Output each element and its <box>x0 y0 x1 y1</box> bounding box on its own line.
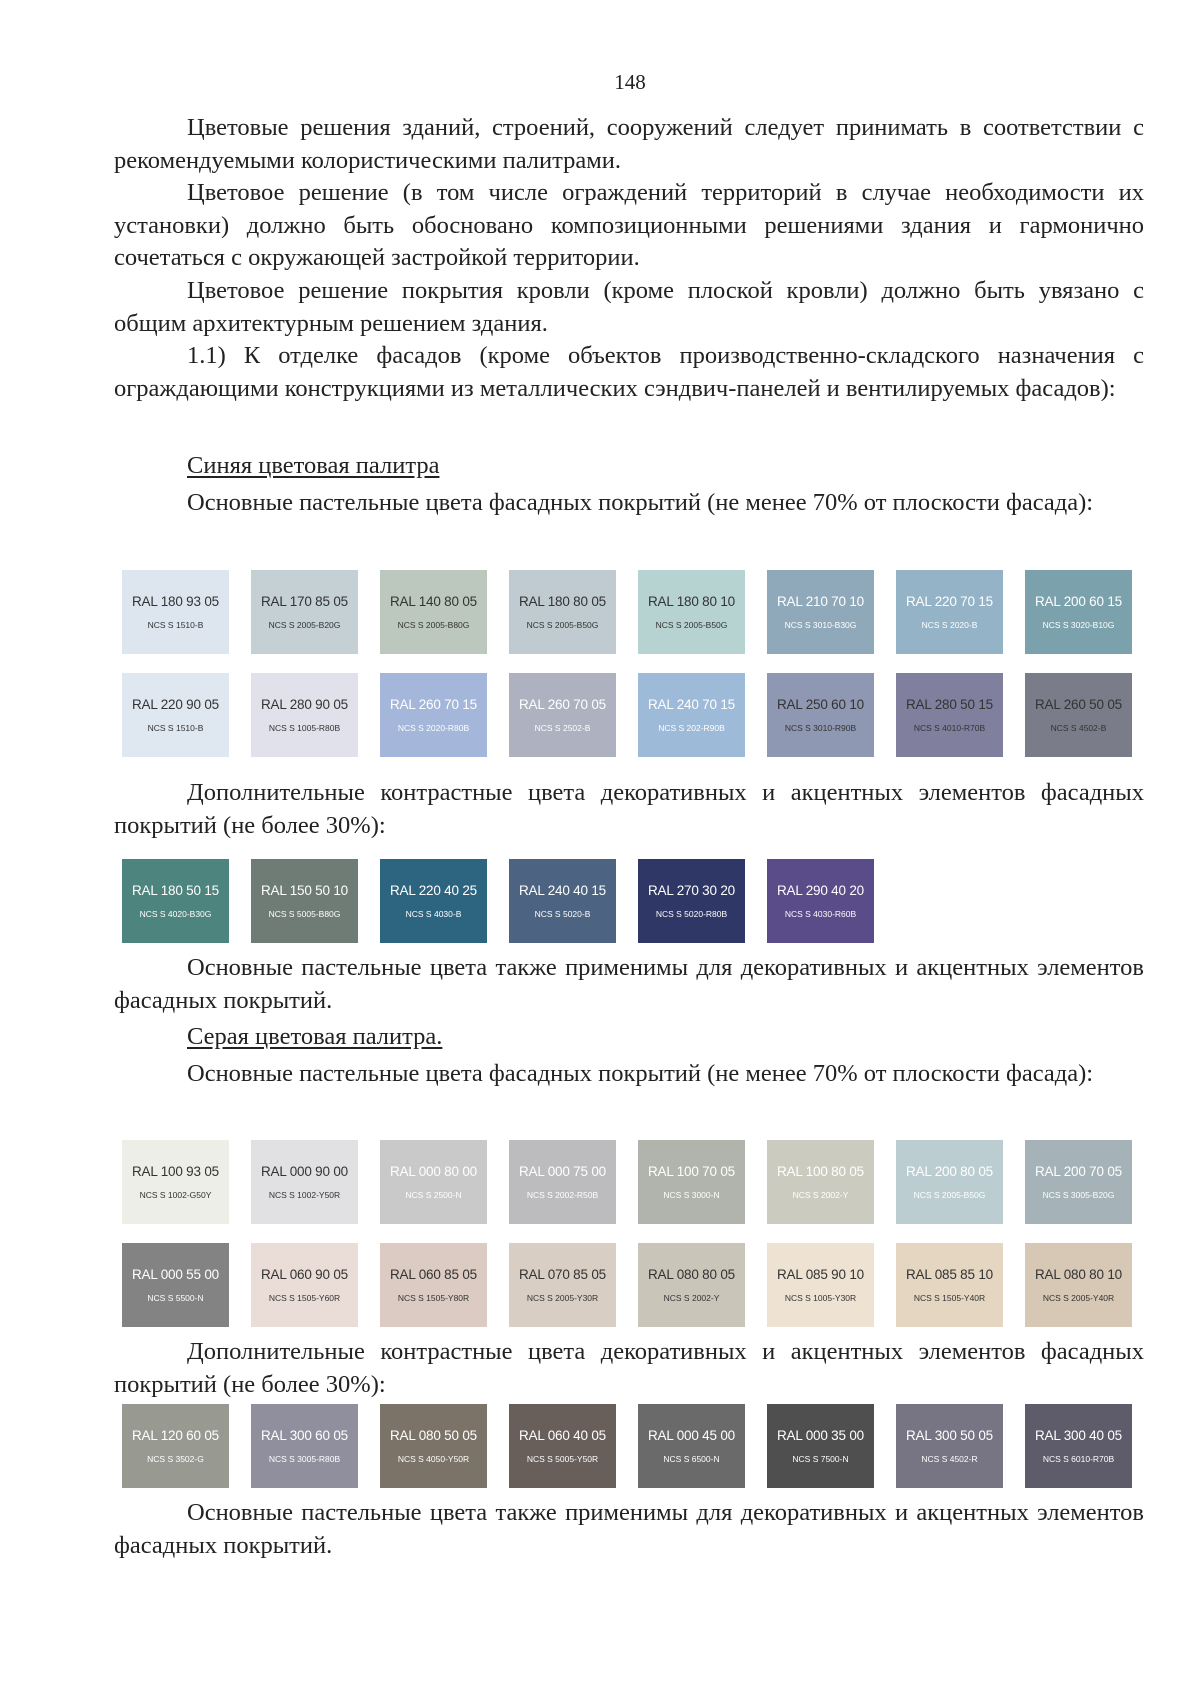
gray-main-colors-text: Основные пастельные цвета фасадных покрытий (не менее 70% от плоскости фасада): <box>187 1060 1094 1087</box>
swatch-ncs-code: NCS S 202-R90B <box>658 723 725 733</box>
swatch-ncs-code: NCS S 4030-B <box>405 909 462 919</box>
color-swatch <box>638 570 745 654</box>
swatch-ral-code: RAL 140 80 05 <box>390 594 477 609</box>
swatch-ral-code: RAL 260 50 05 <box>1035 697 1122 712</box>
swatch-ral-code: RAL 300 60 05 <box>261 1428 348 1443</box>
color-swatch <box>509 1140 616 1224</box>
color-swatch <box>896 1243 1003 1327</box>
swatch-ncs-code: NCS S 2005-B80G <box>397 620 470 630</box>
color-swatch <box>1025 570 1132 654</box>
color-swatch <box>767 673 874 757</box>
blue-main-row-2 <box>122 673 1142 757</box>
swatch-ral-code: RAL 080 80 10 <box>1035 1267 1122 1282</box>
swatch-ncs-code: NCS S 2002-Y <box>792 1190 849 1200</box>
blue-main-row-1 <box>122 570 1142 654</box>
swatch-ncs-code: NCS S 1510-B <box>147 620 204 630</box>
swatch-ncs-code: NCS S 3010-B30G <box>784 620 857 630</box>
swatch-ral-code: RAL 085 85 10 <box>906 1267 993 1282</box>
swatch-ncs-code: NCS S 4050-Y50R <box>397 1454 470 1464</box>
swatch-ral-code: RAL 070 85 05 <box>519 1267 606 1282</box>
swatch-ral-code: RAL 000 45 00 <box>648 1428 735 1443</box>
swatch-ncs-code: NCS S 2005-Y30R <box>526 1293 599 1303</box>
swatch-ral-code: RAL 000 90 00 <box>261 1164 348 1179</box>
swatch-ncs-code: NCS S 2020-R80B <box>397 723 470 733</box>
blue-main-colors-text: Основные пастельные цвета фасадных покрытий (не менее 70% от плоскости фасада): <box>187 489 1094 516</box>
swatch-ncs-code: NCS S 7500-N <box>792 1454 849 1464</box>
swatch-ncs-code: NCS S 1505-Y40R <box>913 1293 986 1303</box>
color-swatch <box>509 1404 616 1488</box>
swatch-ncs-code: NCS S 6010-R70B <box>1042 1454 1115 1464</box>
color-swatch <box>896 1140 1003 1224</box>
swatch-ncs-code: NCS S 5005-Y50R <box>526 1454 599 1464</box>
color-swatch <box>1025 673 1132 757</box>
swatch-ncs-code: NCS S 1505-Y60R <box>268 1293 341 1303</box>
color-swatch <box>380 570 487 654</box>
swatch-ral-code: RAL 060 85 05 <box>390 1267 477 1282</box>
swatch-ral-code: RAL 100 70 05 <box>648 1164 735 1179</box>
color-swatch <box>896 570 1003 654</box>
paragraph-roof-color: Цветовое решение покрытия кровли (кроме плоской кровли) должно быть увязано с общим архитектурным решением здания. <box>114 277 1144 337</box>
swatch-ncs-code: NCS S 2020-B <box>921 620 978 630</box>
color-swatch <box>251 1243 358 1327</box>
swatch-ncs-code: NCS S 2002-Y <box>663 1293 720 1303</box>
color-swatch <box>380 859 487 943</box>
swatch-ncs-code: NCS S 3010-R90B <box>784 723 857 733</box>
blue-palette-heading: Синяя цветовая палитра <box>187 452 440 479</box>
swatch-ncs-code: NCS S 3000-N <box>663 1190 720 1200</box>
gray-palette-note: Основные пастельные цвета также применимы для декоративных и акцентных элементов фасадных покрытий. <box>114 1499 1144 1559</box>
color-swatch <box>251 1140 358 1224</box>
swatch-ncs-code: NCS S 1002-G50Y <box>139 1190 212 1200</box>
swatch-ral-code: RAL 300 50 05 <box>906 1428 993 1443</box>
swatch-ral-code: RAL 300 40 05 <box>1035 1428 1122 1443</box>
color-swatch <box>122 673 229 757</box>
color-swatch <box>638 859 745 943</box>
swatch-ral-code: RAL 170 85 05 <box>261 594 348 609</box>
swatch-ral-code: RAL 200 80 05 <box>906 1164 993 1179</box>
swatch-ncs-code: NCS S 2005-B50G <box>655 620 728 630</box>
swatch-ral-code: RAL 085 90 10 <box>777 1267 864 1282</box>
swatch-ral-code: RAL 100 93 05 <box>132 1164 219 1179</box>
swatch-ral-code: RAL 000 35 00 <box>777 1428 864 1443</box>
swatch-ral-code: RAL 180 50 15 <box>132 883 219 898</box>
swatch-ncs-code: NCS S 2500-N <box>405 1190 462 1200</box>
gray-main-row-1 <box>122 1140 1142 1224</box>
swatch-ral-code: RAL 080 50 05 <box>390 1428 477 1443</box>
swatch-ral-code: RAL 180 80 05 <box>519 594 606 609</box>
swatch-ncs-code: NCS S 1510-B <box>147 723 204 733</box>
swatch-ral-code: RAL 290 40 20 <box>777 883 864 898</box>
swatch-ncs-code: NCS S 2005-B50G <box>913 1190 986 1200</box>
swatch-ncs-code: NCS S 1002-Y50R <box>268 1190 341 1200</box>
swatch-ral-code: RAL 060 90 05 <box>261 1267 348 1282</box>
swatch-ncs-code: NCS S 1005-Y30R <box>784 1293 857 1303</box>
gray-accent-colors-text: Дополнительные контрастные цвета декоративных и акцентных элементов фасадных покрытий (не более 30%): <box>114 1338 1144 1398</box>
swatch-ncs-code: NCS S 2005-B50G <box>526 620 599 630</box>
color-swatch <box>380 1140 487 1224</box>
color-swatch <box>638 1404 745 1488</box>
swatch-ral-code: RAL 250 60 10 <box>777 697 864 712</box>
swatch-ral-code: RAL 260 70 15 <box>390 697 477 712</box>
color-swatch <box>767 1243 874 1327</box>
swatch-ncs-code: NCS S 4502-R <box>921 1454 978 1464</box>
swatch-ral-code: RAL 240 40 15 <box>519 883 606 898</box>
swatch-ral-code: RAL 270 30 20 <box>648 883 735 898</box>
swatch-ncs-code: NCS S 6500-N <box>663 1454 720 1464</box>
swatch-ncs-code: NCS S 4010-R70B <box>913 723 986 733</box>
swatch-ral-code: RAL 220 40 25 <box>390 883 477 898</box>
swatch-ral-code: RAL 280 50 15 <box>906 697 993 712</box>
swatch-ral-code: RAL 200 70 05 <box>1035 1164 1122 1179</box>
swatch-ral-code: RAL 150 50 10 <box>261 883 348 898</box>
color-swatch <box>380 1404 487 1488</box>
swatch-ncs-code: NCS S 5005-B80G <box>268 909 341 919</box>
color-swatch <box>1025 1243 1132 1327</box>
swatch-ral-code: RAL 210 70 10 <box>777 594 864 609</box>
swatch-ral-code: RAL 000 55 00 <box>132 1267 219 1282</box>
color-swatch <box>1025 1140 1132 1224</box>
swatch-ncs-code: NCS S 2005-Y40R <box>1042 1293 1115 1303</box>
blue-accent-colors-text: Дополнительные контрастные цвета декоративных и акцентных элементов фасадных покрытий (не более 30%): <box>114 779 1144 839</box>
swatch-ncs-code: NCS S 3005-R80B <box>268 1454 341 1464</box>
color-swatch <box>767 570 874 654</box>
swatch-ncs-code: NCS S 5020-R80B <box>655 909 728 919</box>
page-number: 148 <box>614 70 646 94</box>
swatch-ncs-code: NCS S 5500-N <box>147 1293 204 1303</box>
color-swatch <box>122 859 229 943</box>
color-swatch <box>896 673 1003 757</box>
swatch-ral-code: RAL 280 90 05 <box>261 697 348 712</box>
swatch-ncs-code: NCS S 2005-B20G <box>268 620 341 630</box>
paragraph-facade-finish: 1.1) К отделке фасадов (кроме объектов производственно-складского назначения с ограждающими конструкциями из металлических сэндвич-панелей и вентилируемых фасадов): <box>114 342 1144 402</box>
color-swatch <box>896 1404 1003 1488</box>
swatch-ral-code: RAL 100 80 05 <box>777 1164 864 1179</box>
swatch-ncs-code: NCS S 2002-R50B <box>526 1190 599 1200</box>
color-swatch <box>638 1140 745 1224</box>
blue-accent-row <box>122 859 1142 943</box>
swatch-ral-code: RAL 060 40 05 <box>519 1428 606 1443</box>
color-swatch <box>122 1404 229 1488</box>
swatch-ral-code: RAL 080 80 05 <box>648 1267 735 1282</box>
swatch-ral-code: RAL 220 70 15 <box>906 594 993 609</box>
swatch-ral-code: RAL 000 75 00 <box>519 1164 606 1179</box>
color-swatch <box>767 1140 874 1224</box>
swatch-ral-code: RAL 120 60 05 <box>132 1428 219 1443</box>
color-swatch <box>251 673 358 757</box>
color-swatch <box>380 1243 487 1327</box>
swatch-ncs-code: NCS S 5020-B <box>534 909 591 919</box>
color-swatch <box>251 859 358 943</box>
swatch-ncs-code: NCS S 3005-B20G <box>1042 1190 1115 1200</box>
color-swatch <box>767 859 874 943</box>
color-swatch <box>251 1404 358 1488</box>
color-swatch <box>122 570 229 654</box>
swatch-ncs-code: NCS S 4502-B <box>1050 723 1107 733</box>
swatch-ncs-code: NCS S 2502-B <box>534 723 591 733</box>
swatch-ncs-code: NCS S 1005-R80B <box>268 723 341 733</box>
color-swatch <box>509 673 616 757</box>
swatch-ral-code: RAL 220 90 05 <box>132 697 219 712</box>
swatch-ral-code: RAL 240 70 15 <box>648 697 735 712</box>
swatch-ncs-code: NCS S 3020-B10G <box>1042 620 1115 630</box>
color-swatch <box>638 1243 745 1327</box>
swatch-ral-code: RAL 260 70 05 <box>519 697 606 712</box>
color-swatch <box>767 1404 874 1488</box>
gray-accent-row <box>122 1404 1142 1488</box>
swatch-ncs-code: NCS S 4020-B30G <box>139 909 212 919</box>
swatch-ral-code: RAL 200 60 15 <box>1035 594 1122 609</box>
color-swatch <box>122 1243 229 1327</box>
color-swatch <box>380 673 487 757</box>
swatch-ral-code: RAL 180 93 05 <box>132 594 219 609</box>
paragraph-fence-color: Цветовое решение (в том числе ограждений территорий в случае необходимости их установки) должно быть обосновано композиционными решениями здания и гармонично сочетаться с окружающей застройкой территории. <box>114 179 1144 271</box>
color-swatch <box>1025 1404 1132 1488</box>
color-swatch <box>251 570 358 654</box>
swatch-ral-code: RAL 000 80 00 <box>390 1164 477 1179</box>
color-swatch <box>638 673 745 757</box>
color-swatch <box>122 1140 229 1224</box>
swatch-ncs-code: NCS S 1505-Y80R <box>397 1293 470 1303</box>
blue-palette-note: Основные пастельные цвета также применимы для декоративных и акцентных элементов фасадных покрытий. <box>114 954 1144 1014</box>
gray-palette-heading: Серая цветовая палитра. <box>187 1023 443 1050</box>
swatch-ral-code: RAL 180 80 10 <box>648 594 735 609</box>
color-swatch <box>509 859 616 943</box>
color-swatch <box>509 570 616 654</box>
swatch-ncs-code: NCS S 3502-G <box>147 1454 204 1464</box>
swatch-ncs-code: NCS S 4030-R60B <box>784 909 857 919</box>
gray-main-row-2 <box>122 1243 1142 1327</box>
paragraph-color-solutions: Цветовые решения зданий, строений, сооружений следует принимать в соответствии с рекомендуемыми колористическими палитрами. <box>114 114 1144 174</box>
color-swatch <box>509 1243 616 1327</box>
